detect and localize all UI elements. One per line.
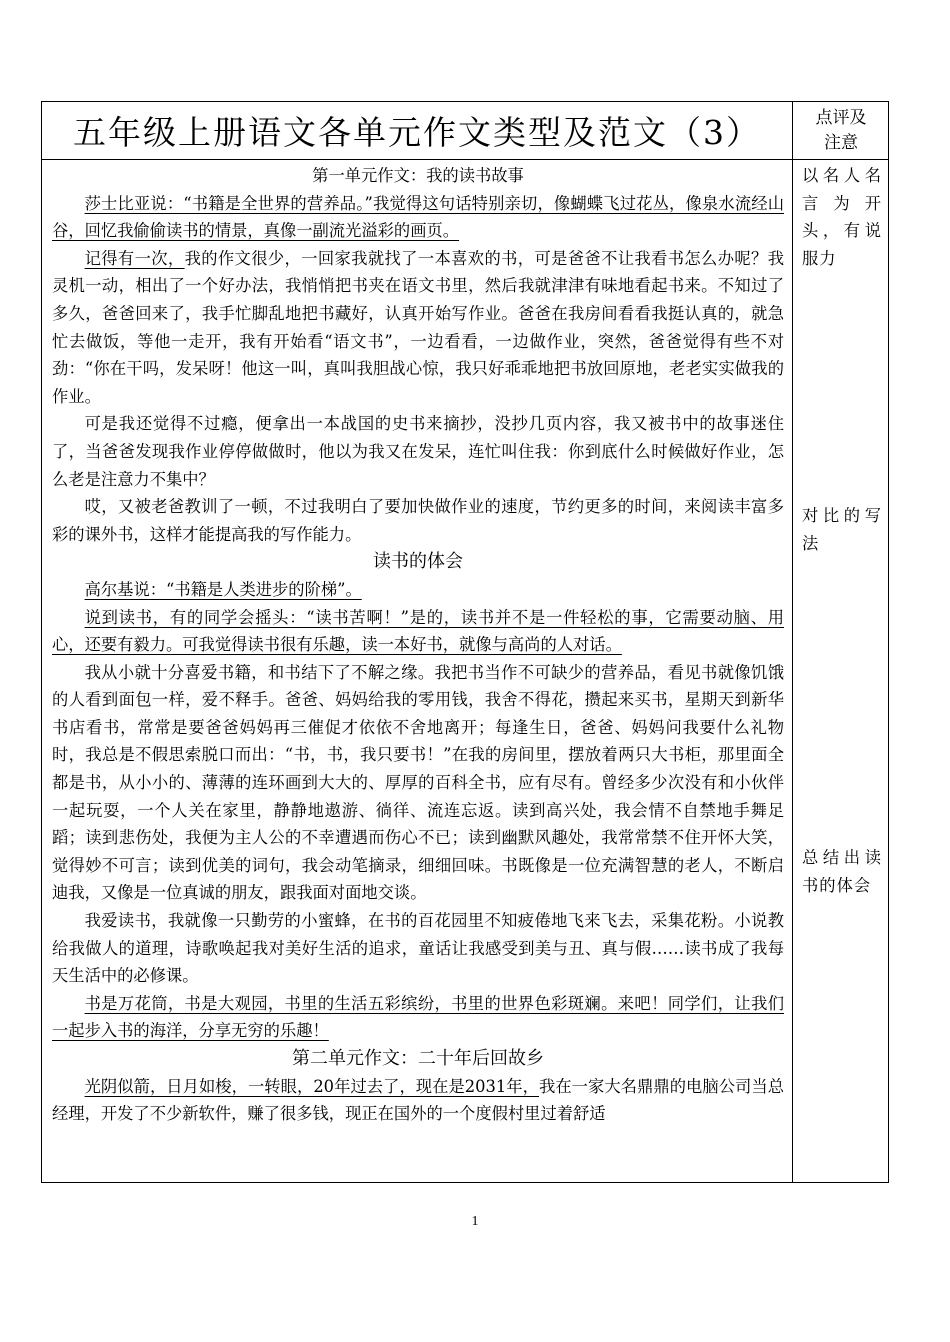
comment-2: 对比的写法	[802, 506, 882, 553]
essay2-paragraph-5	[52, 990, 784, 1045]
essay3-paragraph-1	[52, 1073, 784, 1128]
essay-table	[41, 101, 889, 1183]
document-title: 五年级上册语文各单元作文类型及范文（3）	[73, 113, 761, 152]
essay1-heading: 第一单元作文：我的读书故事	[312, 166, 524, 185]
essay3-opening-underlined: 光阴似箭，日月如梭，一转眼，20年过去了，现在是2031年，	[84, 1076, 539, 1096]
essay1-opening-underlined: 记得有一次，	[84, 248, 185, 268]
essay2-paragraph-3: 我从小就十分喜爱书籍，和书结下了不解之缘。我把书当作不可缺少的营养品，看见书就像饥饿的人看到面包一样，爱不释手。爸爸、妈妈给我的零用钱，我舍不得花，攒起来买书，星期天到新华书店看书，常常是要爸爸妈妈再三催促才依依不舍地离开；每逢生日，爸爸、妈妈问我要什么礼物时，我总是不假思索脱口而出：“书，书，我只要书！”在我的房间里，摆放着两只大书柜，那里面全都是书，从小小的、薄薄的连环画到大大的、厚厚的百科全书，应有尽有。曾经多少次没有和小伙伴一起玩耍，一个人关在家里，静静地遨游、徜徉、流连忘返。读到高兴处，我会情不自禁地手舞足蹈；读到悲伤处，我便为主人公的不幸遭遇而伤心不已；读到幽默风趣处，我常常禁不住开怀大笑，觉得妙不可言；读到优美的词句，我会动笔摘录，细细回味。书既像是一位充满智慧的老人，不断启迪我，又像是一位真诚的朋友，跟我面对面地交谈。	[52, 662, 784, 903]
column-divider	[792, 102, 793, 1182]
essay2-quote-underlined: 高尔基说：“书籍是人类进步的阶梯”。	[84, 579, 362, 599]
comment-3: 总结出读书的体会	[802, 848, 882, 895]
essay2-heading: 读书的体会	[373, 551, 463, 573]
essay1-paragraph-3: 可是我还觉得不过瘾，便拿出一本战国的史书来摘抄，没抄几页内容，我又被书中的故事迷住了，当爸爸发现我作业停停做做时，他以为我又在发呆，连忙叫住我：你到底什么时候做好作业，怎么老是注意力不集中？	[52, 414, 784, 489]
essay3-heading: 第二单元作文：二十年后回故乡	[292, 1048, 544, 1069]
essay1-paragraph-2-text: 我的作文很少，一回家我就找了一本喜欢的书，可是爸爸不让我看书怎么办呢？我灵机一动，相出了一个好办法，我悄悄把书夹在语文书里，然后我就津津有味地看起书来。不知过了多久，爸爸回来了，我手忙脚乱地把书藏好，认真开始写作业。爸爸在我房间看看我挺认真的，就急忙去做饭，等他一走开，我有开始看“语文书”，一边看看，一边做作业，突然，爸爸觉得有些不对劲：“你在干吗，发呆呀！他这一叫，真叫我胆战心惊，我只好乖乖地把书放回原地，老老实实做我的作业。	[52, 248, 784, 406]
essay1-paragraph-2	[52, 245, 784, 411]
essay3-paragraph-1-text: 我在一家大名鼎鼎的电脑公司当总经理，开发了不少新软件，赚了很多钱，现正在国外的一个度假村里过着舒适	[52, 1076, 784, 1124]
essay2-ending-underlined: 书是万花筒，书是大观园，书里的生活五彩缤纷，书里的世界色彩斑斓。来吧！同学们，让我们一起步入书的海洋，分享无穷的乐趣！	[52, 993, 784, 1041]
comment-header-line-1: 点评及	[815, 107, 867, 128]
essay2-paragraph-1	[52, 576, 784, 604]
essay1-paragraph-4: 哎，又被老爸教训了一顿，不过我明白了要加快做作业的速度，节约更多的时间，来阅读丰富多彩的课外书，这样才能提高我的写作能力。	[52, 497, 784, 544]
essay2-paragraph-2	[52, 604, 784, 659]
essay-body	[52, 162, 784, 1128]
comment-1: 以名人名言为开头，有说服力	[802, 166, 882, 268]
essay1-quote-underlined: 莎士比亚说：“书籍是全世界的营养品。”我觉得这句话特别亲切，像蝴蝶飞过花丛，像泉水流经山谷，回忆我偷偷读书的情景，真像一副流光溢彩的画页。	[52, 193, 784, 241]
header-divider	[42, 159, 888, 160]
essay1-paragraph-1	[52, 190, 784, 245]
essay2-paragraph-4: 我爱读书，我就像一只勤劳的小蜜蜂，在书的百花园里不知疲倦地飞来飞去，采集花粉。小说教给我做人的道理，诗歌唤起我对美好生活的追求，童话让我感受到美与丑、真与假……读书成了我每天生活中的必修课。	[52, 911, 784, 986]
page-number: 1	[471, 1214, 479, 1229]
comment-header-line-2: 注意	[824, 132, 858, 153]
comment-column-header	[793, 102, 889, 159]
essay2-intro-underlined: 说到读书，有的同学会摇头：“读书苦啊！”是的，读书并不是一件轻松的事，它需要动脑、用心，还要有毅力。可我觉得读书很有乐趣，读一本好书，就像与高尚的人对话。	[52, 607, 784, 655]
